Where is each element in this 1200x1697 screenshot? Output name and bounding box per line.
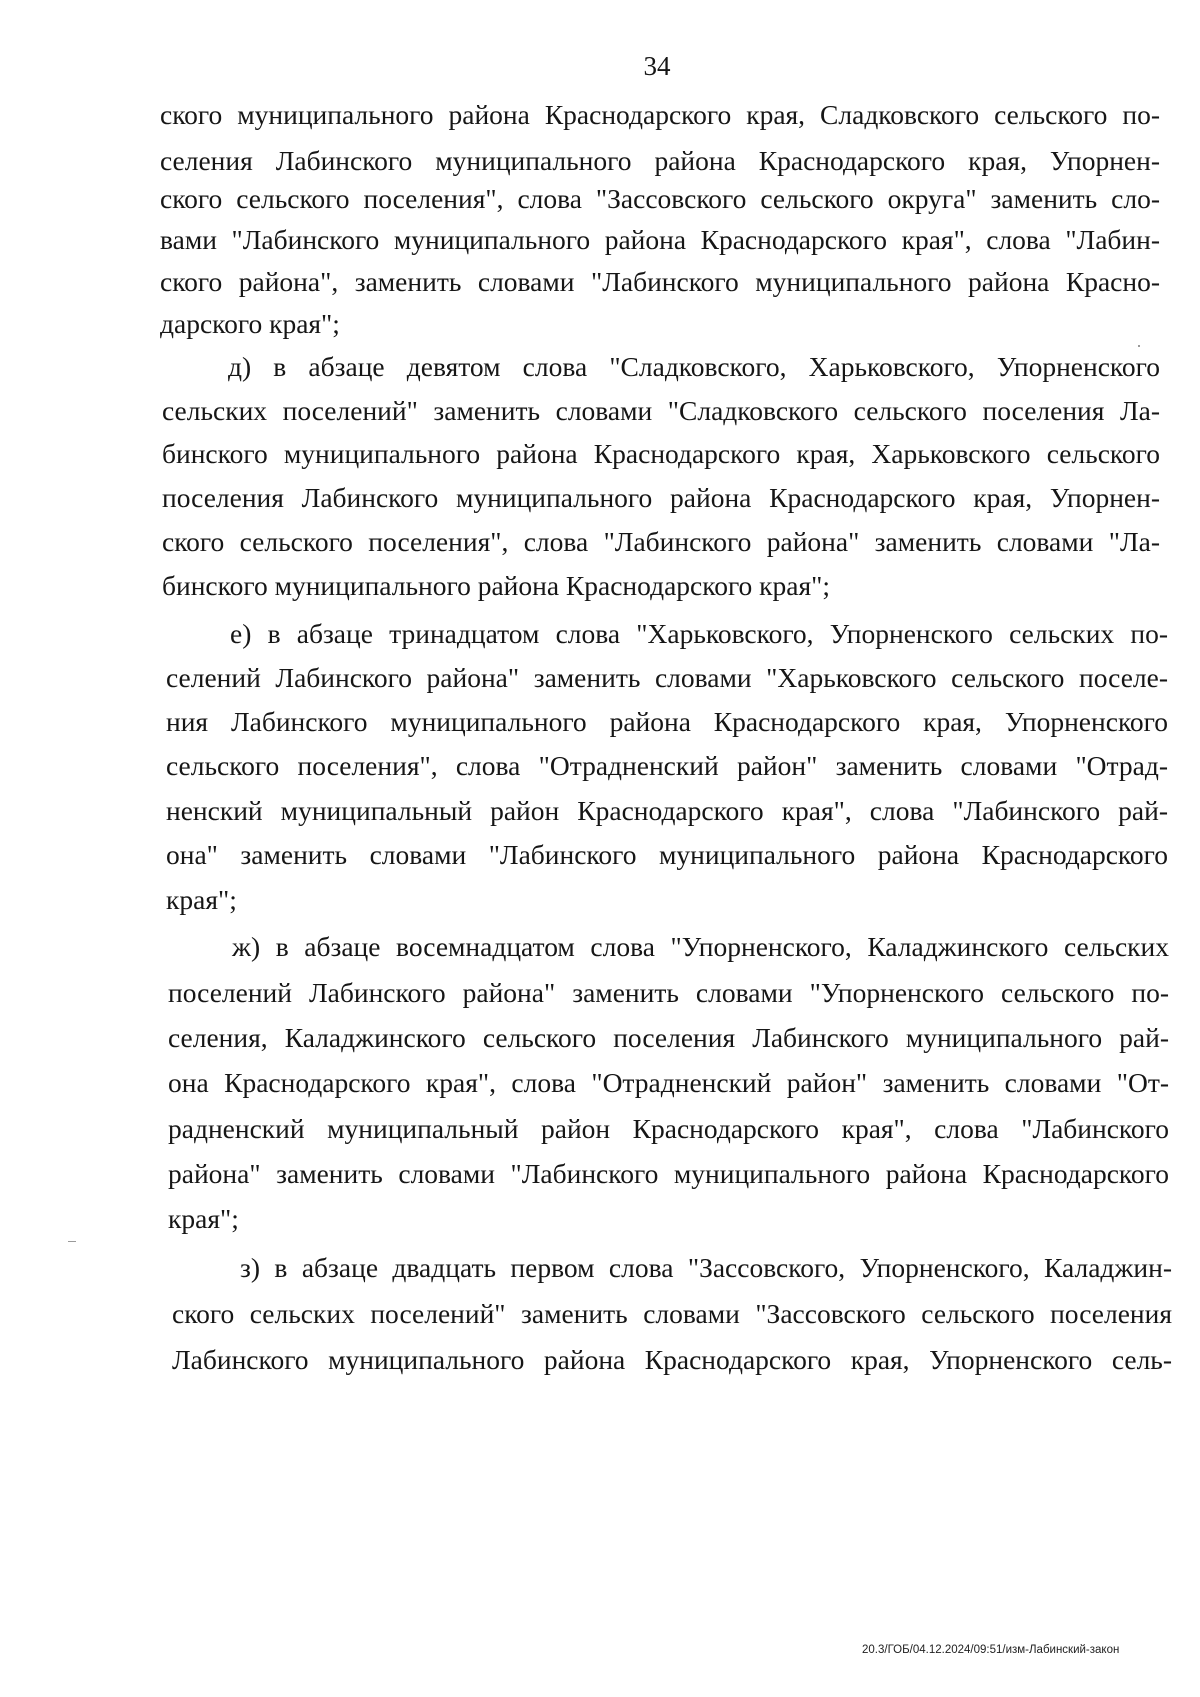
text-line: селения Лабинского муниципального района Краснодарского края, Упорнен- xyxy=(160,145,1160,176)
text-line: ния Лабинского муниципального района Краснодарского края, Упорненского xyxy=(166,706,1168,737)
text-line: ского района", заменить словами "Лабинского муниципального района Красно- xyxy=(160,266,1160,297)
text-line: она Краснодарского края", слова "Отрадненский район" заменить словами "От- xyxy=(168,1067,1169,1098)
text-line: вами "Лабинского муниципального района Краснодарского края", слова "Лабин- xyxy=(160,224,1160,255)
page-number: 34 xyxy=(643,51,671,81)
text-line: района" заменить словами "Лабинского муниципального района Краснодарского xyxy=(168,1158,1169,1189)
text-line: селений Лабинского района" заменить словами "Харьковского сельского поселе- xyxy=(166,662,1168,693)
text-line: дарского края"; xyxy=(160,308,340,339)
text-line: д) в абзаце девятом слова "Сладковского, Харьковского, Упорненского xyxy=(228,351,1160,382)
text-line: поселения Лабинского муниципального района Краснодарского края, Упорнен- xyxy=(162,482,1160,513)
text-line: з) в абзаце двадцать первом слова "Зассовского, Упорненского, Каладжин- xyxy=(240,1252,1172,1283)
text-line: бинского муниципального района Краснодарского края"; xyxy=(162,570,831,601)
text-line: ского сельских поселений" заменить словами "Зассовского сельского поселения xyxy=(172,1298,1172,1329)
text-line: селения, Каладжинского сельского поселения Лабинского муниципального рай- xyxy=(168,1022,1169,1053)
text-line: ского сельского поселения", слова "Зассовского сельского округа" заменить сло- xyxy=(160,183,1160,214)
text-line: ж) в абзаце восемнадцатом слова "Упорненского, Каладжинского сельских xyxy=(232,931,1169,962)
scan-speck xyxy=(68,1241,76,1242)
scan-speck xyxy=(1138,345,1140,347)
text-line: ского сельского поселения", слова "Лабинского района" заменить словами "Ла- xyxy=(162,526,1160,557)
text-line: края"; xyxy=(166,884,237,915)
text-line: ненский муниципальный район Краснодарского края", слова "Лабинского рай- xyxy=(166,795,1168,826)
text-line: края"; xyxy=(168,1203,239,1234)
text-line: ского муниципального района Краснодарского края, Сладковского сельского по- xyxy=(160,99,1160,130)
text-line: она" заменить словами "Лабинского муниципального района Краснодарского xyxy=(166,839,1168,870)
text-line: Лабинского муниципального района Краснодарского края, Упорненского сель- xyxy=(172,1344,1172,1375)
text-line: радненский муниципальный район Краснодарского края", слова "Лабинского xyxy=(168,1113,1169,1144)
text-line: сельских поселений" заменить словами "Сладковского сельского поселения Ла- xyxy=(162,395,1160,426)
document-footer-code: 20.3/ГОБ/04.12.2024/09:51/изм-Лабинский-закон xyxy=(862,1644,1120,1656)
text-line: бинского муниципального района Краснодарского края, Харьковского сельского xyxy=(162,438,1160,469)
text-line: е) в абзаце тринадцатом слова "Харьковского, Упорненского сельских по- xyxy=(230,618,1168,649)
text-line: поселений Лабинского района" заменить словами "Упорненского сельского по- xyxy=(168,977,1169,1008)
text-line: сельского поселения", слова "Отрадненский район" заменить словами "Отрад- xyxy=(166,750,1168,781)
